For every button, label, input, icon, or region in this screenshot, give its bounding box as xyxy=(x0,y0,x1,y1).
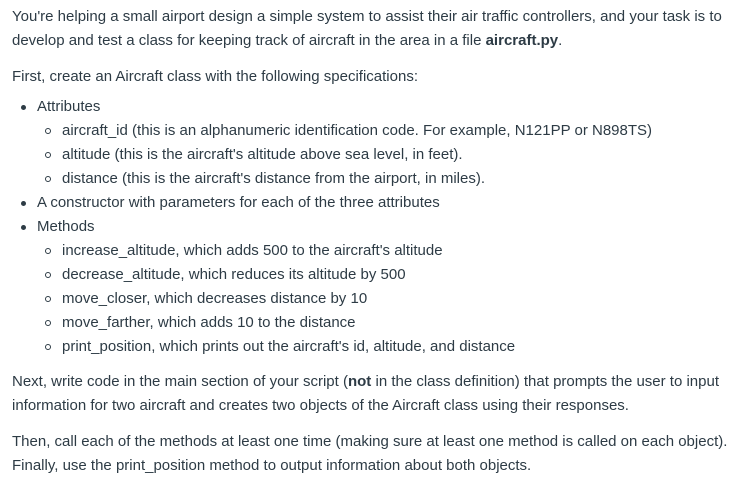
attributes-label: Attributes xyxy=(37,98,101,115)
list-item: move_closer, which decreases distance by 10 xyxy=(37,287,736,311)
next-bold: not xyxy=(347,373,372,390)
list-item: decrease_altitude, which reduces its altitude by 500 xyxy=(37,263,736,287)
list-item-methods xyxy=(12,215,736,359)
intro-text: You're helping a small airport design a simple system to assist their air traffic controllers, and your task is to develop and test a class for keeping track of aircraft in the area in a file xyxy=(12,8,722,49)
then-paragraph: Then, call each of the methods at least one time (making sure at least one method is called on each object). Finally, use the print_position method to output information about both objects. xyxy=(12,433,728,474)
intro-filename: aircraft.py xyxy=(485,32,559,49)
next-post: in the class definition) that prompts the user to input information for two aircraft and creates two objects of the Aircraft class using their responses. xyxy=(12,373,720,414)
intro-paragraph xyxy=(12,5,736,53)
spec-list xyxy=(12,95,736,359)
next-pre: Next, write code in the main section of your script ( xyxy=(12,373,348,390)
list-item: print_position, which prints out the aircraft's id, altitude, and distance xyxy=(37,335,736,359)
methods-sublist xyxy=(37,239,736,359)
list-item: increase_altitude, which adds 500 to the aircraft's altitude xyxy=(37,239,736,263)
list-item: altitude (this is the aircraft's altitude above sea level, in feet). xyxy=(37,143,736,167)
first-paragraph: First, create an Aircraft class with the following specifications: xyxy=(12,68,418,85)
methods-label: Methods xyxy=(37,218,95,235)
list-item: aircraft_id (this is an alphanumeric identification code. For example, N121PP or N898TS) xyxy=(37,119,736,143)
list-item: distance (this is the aircraft's distance from the airport, in miles). xyxy=(37,167,736,191)
attributes-sublist xyxy=(37,119,736,191)
list-item-constructor: A constructor with parameters for each of the three attributes xyxy=(12,191,736,215)
intro-end: . xyxy=(558,32,563,49)
list-item: move_farther, which adds 10 to the distance xyxy=(37,311,736,335)
next-paragraph xyxy=(12,370,736,418)
list-item-attributes xyxy=(12,95,736,191)
